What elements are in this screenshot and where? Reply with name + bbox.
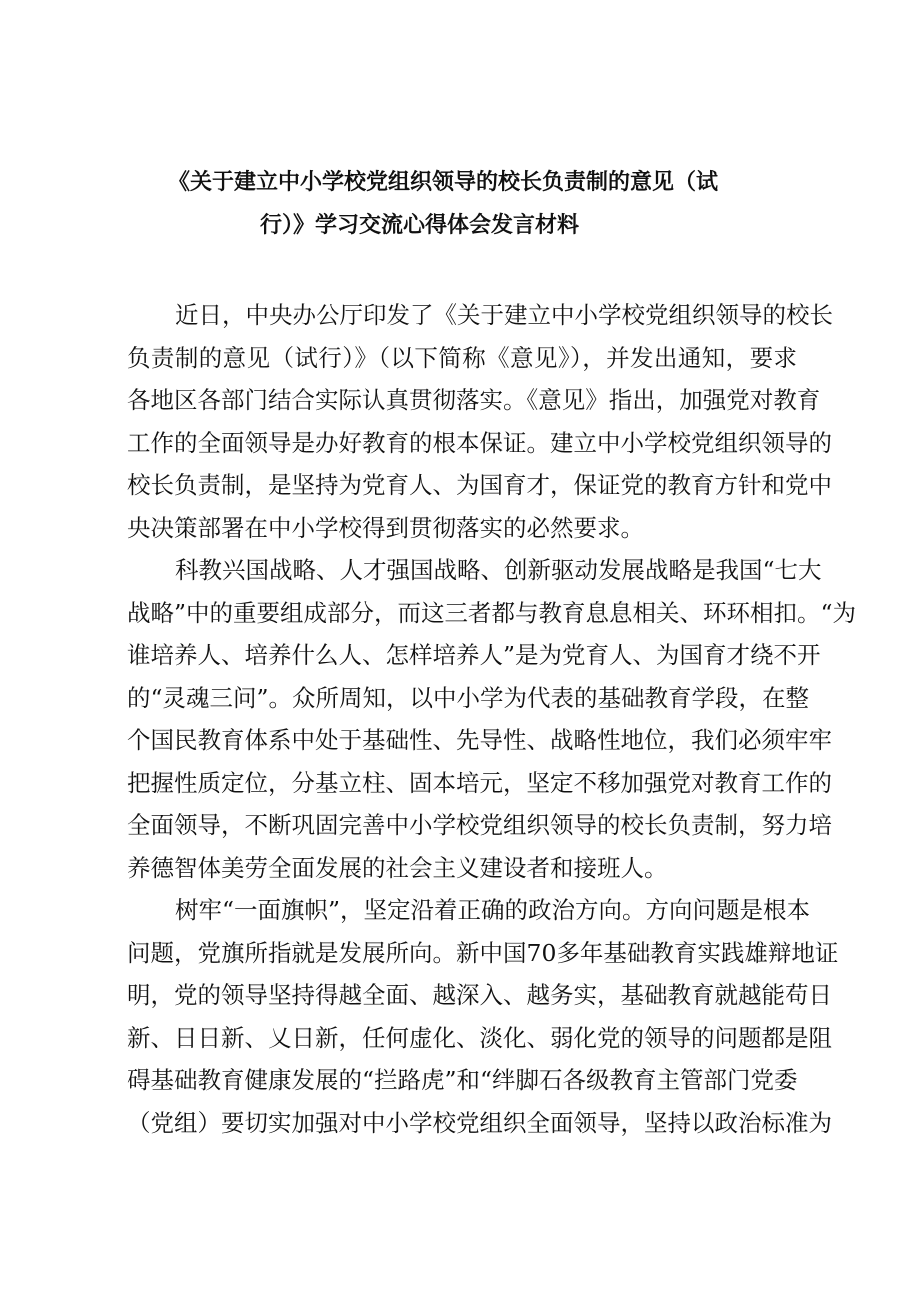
paragraph-3-line-1: 树牢“一面旗帜”，坚定沿着正确的政治方向。方向问题是根本 <box>175 896 811 924</box>
document-title-line-1: 《关于建立中小学校党组织领导的校长负责制的意见（试 <box>168 170 719 195</box>
document-title-line-2: 行）》学习交流心得体会发言材料 <box>260 213 580 238</box>
paragraph-3-line-5: 碍基础教育健康发展的“拦路虎”和“绊脚石各级教育主管部门党委 <box>127 1066 798 1094</box>
paragraph-2-line-2: 战略”中的重要组成部分，而这三者都与教育息息相关、环环相扣。“为 <box>127 598 857 627</box>
paragraph-1-line-1: 近日，中央办公厅印发了《关于建立中小学校党组织领导的校长 <box>175 301 833 329</box>
paragraph-3-line-6: （党组）要切实加强对中小学校党组织全面领导，坚持以政治标准为 <box>127 1108 832 1137</box>
paragraph-2-line-8: 养德智体美劳全面发展的社会主义建设者和接班人。 <box>127 853 668 882</box>
paragraph-2-line-3: 谁培养人、培养什么人、怎样培养人”是为党育人、为国育才绕不开 <box>127 641 821 669</box>
paragraph-1-line-5: 校长负责制，是坚持为党育人、为国育才，保证党的教育方针和党中 <box>127 471 832 499</box>
paragraph-2-line-4: 的“灵魂三问”。众所周知，以中小学为代表的基础教育学段，在整 <box>127 683 810 712</box>
paragraph-1-line-6: 央决策部署在中小学校得到贯彻落实的必然要求。 <box>127 513 644 542</box>
paragraph-1-line-4: 工作的全面领导是办好教育的根本保证。建立中小学校党组织领导的 <box>127 428 832 457</box>
paragraph-1-line-2: 负责制的意见（试行）》（以下简称《意见》），并发出通知，要求 <box>127 343 797 372</box>
paragraph-3-line-2: 问题，党旗所指就是发展所向。新中国70多年基础教育实践雄辩地证 <box>127 938 839 967</box>
paragraph-2-line-6: 把握性质定位，分基立柱、固本培元，坚定不移加强党对教育工作的 <box>127 768 832 797</box>
paragraph-2-line-7: 全面领导，不断巩固完善中小学校党组织领导的校长负责制，努力培 <box>127 811 832 839</box>
paragraph-3-line-3: 明，党的领导坚持得越全面、越深入、越务实，基础教育就越能苟日 <box>127 981 832 1009</box>
paragraph-3-line-4: 新、日日新、乂日新，任何虚化、淡化、弱化党的领导的问题都是阻 <box>127 1023 832 1052</box>
document-body <box>127 294 857 1144</box>
paragraph-2-line-1: 科教兴国战略、人才强国战略、创新驱动发展战略是我国“七大 <box>175 556 822 584</box>
paragraph-2-line-5: 个国民教育体系中处于基础性、先导性、战略性地位，我们必须牢牢 <box>127 726 832 754</box>
paragraph-1-line-3: 各地区各部门结合实际认真贯彻落实。《意见》指出，加强党对教育 <box>127 386 821 414</box>
